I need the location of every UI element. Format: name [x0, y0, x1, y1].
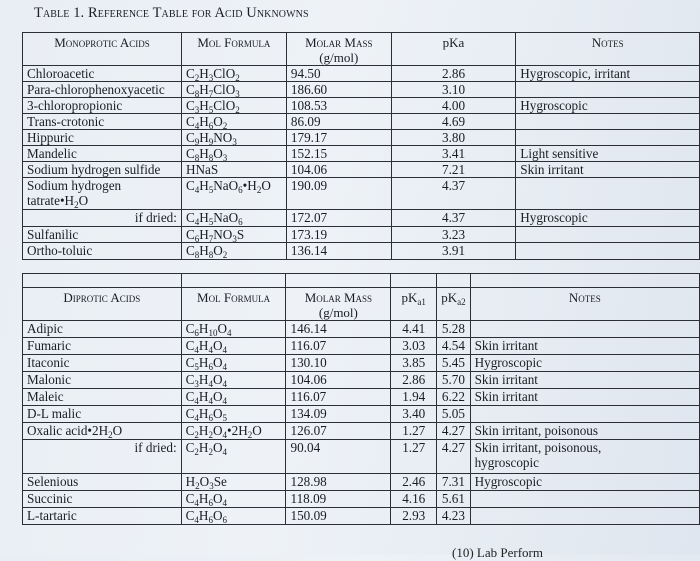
acid-name: Adipic [23, 321, 182, 338]
pka-value: 4.69 [391, 114, 516, 130]
acid-name: if dried: [23, 210, 182, 227]
pka2-value: 4.27 [437, 440, 470, 474]
molecular-formula: $C_6H_{10}O_4$ [181, 321, 286, 338]
pka1-value: 1.27 [391, 423, 437, 440]
molecular-formula: $C_8H_8O_3$ [181, 146, 286, 162]
table-row [23, 423, 700, 440]
molecular-formula: HNaS [181, 162, 286, 178]
molecular-formula: $C_2H_2O_4•2H_2O$ [181, 423, 286, 440]
notes [470, 321, 699, 338]
pka-value: 3.41 [391, 146, 516, 162]
molecular-formula: $C_4H_5NaO_6$ [181, 210, 286, 227]
molar-mass: 104.06 [286, 162, 391, 178]
header-formula: Mol Formula [181, 288, 286, 321]
table-row [23, 210, 700, 227]
acid-name: Sulfanilic [23, 227, 182, 243]
notes: Skin irritant [470, 338, 699, 355]
molecular-formula: $C_4H_5NaO_6•H_2O$ [181, 178, 286, 210]
notes: Hygroscopic [470, 474, 699, 491]
notes: Skin irritant [470, 389, 699, 406]
molar-mass: 173.19 [286, 227, 391, 243]
table-row [23, 491, 700, 508]
table-row [23, 243, 700, 260]
molecular-formula: $C_3H_4O_4$ [181, 372, 286, 389]
header-formula: Mol Formula [181, 33, 286, 66]
notes [516, 114, 700, 130]
header-notes: Notes [516, 33, 700, 66]
molar-mass: 136.14 [286, 243, 391, 260]
acid-name: if dried: [23, 440, 182, 474]
table-row [23, 146, 700, 162]
notes [516, 178, 700, 210]
header-molar-mass: Molar Mass (g/mol) [286, 288, 391, 321]
header-acid-name: Diprotic Acids [23, 288, 182, 321]
notes: Skin irritant [470, 372, 699, 389]
acid-name: Malonic [23, 372, 182, 389]
pka-value: 4.37 [391, 210, 516, 227]
pka2-value: 5.61 [437, 491, 470, 508]
notes: Hygroscopic [516, 98, 700, 114]
table-row [23, 162, 700, 178]
molar-mass: 94.50 [286, 66, 391, 82]
molecular-formula: $C_4H_6O_6$ [181, 508, 286, 525]
acid-name: 3-chloropropionic [23, 98, 182, 114]
notes: Hygroscopic [516, 210, 700, 227]
table-row [23, 372, 700, 389]
acid-name: Maleic [23, 389, 182, 406]
molecular-formula: $C_2H_3ClO_2$ [181, 66, 286, 82]
table-row [23, 440, 700, 474]
pka2-value: 5.45 [437, 355, 470, 372]
pka-value: 3.10 [391, 82, 516, 98]
molar-mass: 90.04 [286, 440, 391, 474]
molar-mass: 104.06 [286, 372, 391, 389]
molecular-formula: $C_8H_7ClO_3$ [181, 82, 286, 98]
molecular-formula: $C_4H_6O_2$ [181, 114, 286, 130]
table-row [23, 338, 700, 355]
molecular-formula: $C_2H_2O_4$ [181, 440, 286, 474]
acid-name: Sodium hydrogen sulfide [23, 162, 182, 178]
pka-value: 3.91 [391, 243, 516, 260]
molar-mass: 130.10 [286, 355, 391, 372]
molar-mass: 190.09 [286, 178, 391, 210]
pka2-value: 5.70 [437, 372, 470, 389]
molar-mass: 150.09 [286, 508, 391, 525]
notes: Skin irritant, poisonous, hygroscopic [470, 440, 699, 474]
spacer-row [23, 274, 700, 288]
pka1-value: 4.16 [391, 491, 437, 508]
header-molar-mass: Molar Mass (g/mol) [286, 33, 391, 66]
pka1-value: 2.86 [391, 372, 437, 389]
acid-name: Ortho-toluic [23, 243, 182, 260]
notes [516, 227, 700, 243]
table-row [23, 474, 700, 491]
table-row [23, 130, 700, 146]
table-row [23, 355, 700, 372]
pka1-value: 1.94 [391, 389, 437, 406]
acid-name: Fumaric [23, 338, 182, 355]
pka2-value: 4.27 [437, 423, 470, 440]
molar-mass: 172.07 [286, 210, 391, 227]
molar-mass: 126.07 [286, 423, 391, 440]
molecular-formula: $H_2O_3Se$ [181, 474, 286, 491]
acid-name: Itaconic [23, 355, 182, 372]
acid-name: L-tartaric [23, 508, 182, 525]
page-footer: (10) Lab Perform [452, 545, 543, 560]
molecular-formula: $C_4H_6O_4$ [181, 491, 286, 508]
acid-name: Trans-crotonic [23, 114, 182, 130]
table-row [23, 227, 700, 243]
notes [470, 406, 699, 423]
notes [516, 130, 700, 146]
molar-mass: 179.17 [286, 130, 391, 146]
pka1-value: 2.46 [391, 474, 437, 491]
molar-mass: 146.14 [286, 321, 391, 338]
pka2-value: 7.31 [437, 474, 470, 491]
molar-mass: 128.98 [286, 474, 391, 491]
notes [470, 491, 699, 508]
notes: Skin irritant [516, 162, 700, 178]
pka2-value: 5.05 [437, 406, 470, 423]
molecular-formula: $C_4H_4O_4$ [181, 389, 286, 406]
diprotic-header-row [23, 288, 700, 321]
molar-mass: 152.15 [286, 146, 391, 162]
pka1-value: 1.27 [391, 440, 437, 474]
acid-name: Chloroacetic [23, 66, 182, 82]
notes: Hygroscopic [470, 355, 699, 372]
header-pka: pKa [391, 33, 516, 66]
table-row [23, 82, 700, 98]
pka-value: 7.21 [391, 162, 516, 178]
table-row [23, 114, 700, 130]
acid-name: Oxalic $acid•2H_2O$ [23, 423, 182, 440]
notes: Skin irritant, poisonous [470, 423, 699, 440]
header-acid-name: Monoprotic Acids [23, 33, 182, 66]
table-row [23, 178, 700, 210]
header-pka1: $pK_{a1}$ [391, 288, 437, 321]
pka-value: 2.86 [391, 66, 516, 82]
pka-value: 3.23 [391, 227, 516, 243]
molecular-formula: $C_8H_8O_2$ [181, 243, 286, 260]
pka1-value: 2.93 [391, 508, 437, 525]
table-title: Table 1. Reference Table for Acid Unknowns [34, 5, 309, 21]
molar-mass: 134.09 [286, 406, 391, 423]
molar-mass: 116.07 [286, 389, 391, 406]
table-row [23, 389, 700, 406]
table-row [23, 406, 700, 423]
molecular-formula: $C_4H_6O_5$ [181, 406, 286, 423]
diprotic-table [22, 273, 700, 525]
acid-name: Mandelic [23, 146, 182, 162]
notes [516, 243, 700, 260]
molecular-formula: $C_3H_5ClO_2$ [181, 98, 286, 114]
molar-mass: 116.07 [286, 338, 391, 355]
monoprotic-body [23, 66, 700, 260]
pka1-value: 3.85 [391, 355, 437, 372]
acid-name: Succinic [23, 491, 182, 508]
pka2-value: 4.54 [437, 338, 470, 355]
table-row [23, 508, 700, 525]
molecular-formula: $C_5H_6O_4$ [181, 355, 286, 372]
pka-value: 4.37 [391, 178, 516, 210]
molar-mass: 108.53 [286, 98, 391, 114]
molar-mass: 86.09 [286, 114, 391, 130]
acid-name: Selenious [23, 474, 182, 491]
notes: Light sensitive [516, 146, 700, 162]
pka-value: 3.80 [391, 130, 516, 146]
acid-name: Sodium hydrogen $tatrate•H_2O$ [23, 178, 182, 210]
molecular-formula: $C_6H_7NO_3S$ [181, 227, 286, 243]
pka1-value: 4.41 [391, 321, 437, 338]
pka1-value: 3.03 [391, 338, 437, 355]
table-row [23, 66, 700, 82]
acid-name: Para-chlorophenoxyacetic [23, 82, 182, 98]
monoprotic-table [22, 32, 700, 260]
molecular-formula: $C_4H_4O_4$ [181, 338, 286, 355]
monoprotic-header-row [23, 33, 700, 66]
molecular-formula: $C_9H_9NO_3$ [181, 130, 286, 146]
molar-mass: 186.60 [286, 82, 391, 98]
notes [516, 82, 700, 98]
table-row [23, 321, 700, 338]
pka2-value: 5.28 [437, 321, 470, 338]
notes [470, 508, 699, 525]
diprotic-body [23, 321, 700, 525]
acid-name: D-L malic [23, 406, 182, 423]
header-notes: Notes [470, 288, 699, 321]
pka2-value: 6.22 [437, 389, 470, 406]
header-pka2: $pK_{a2}$ [437, 288, 470, 321]
molar-mass: 118.09 [286, 491, 391, 508]
pka-value: 4.00 [391, 98, 516, 114]
pka2-value: 4.23 [437, 508, 470, 525]
pka1-value: 3.40 [391, 406, 437, 423]
table-row [23, 98, 700, 114]
notes: Hygroscopic, irritant [516, 66, 700, 82]
acid-name: Hippuric [23, 130, 182, 146]
